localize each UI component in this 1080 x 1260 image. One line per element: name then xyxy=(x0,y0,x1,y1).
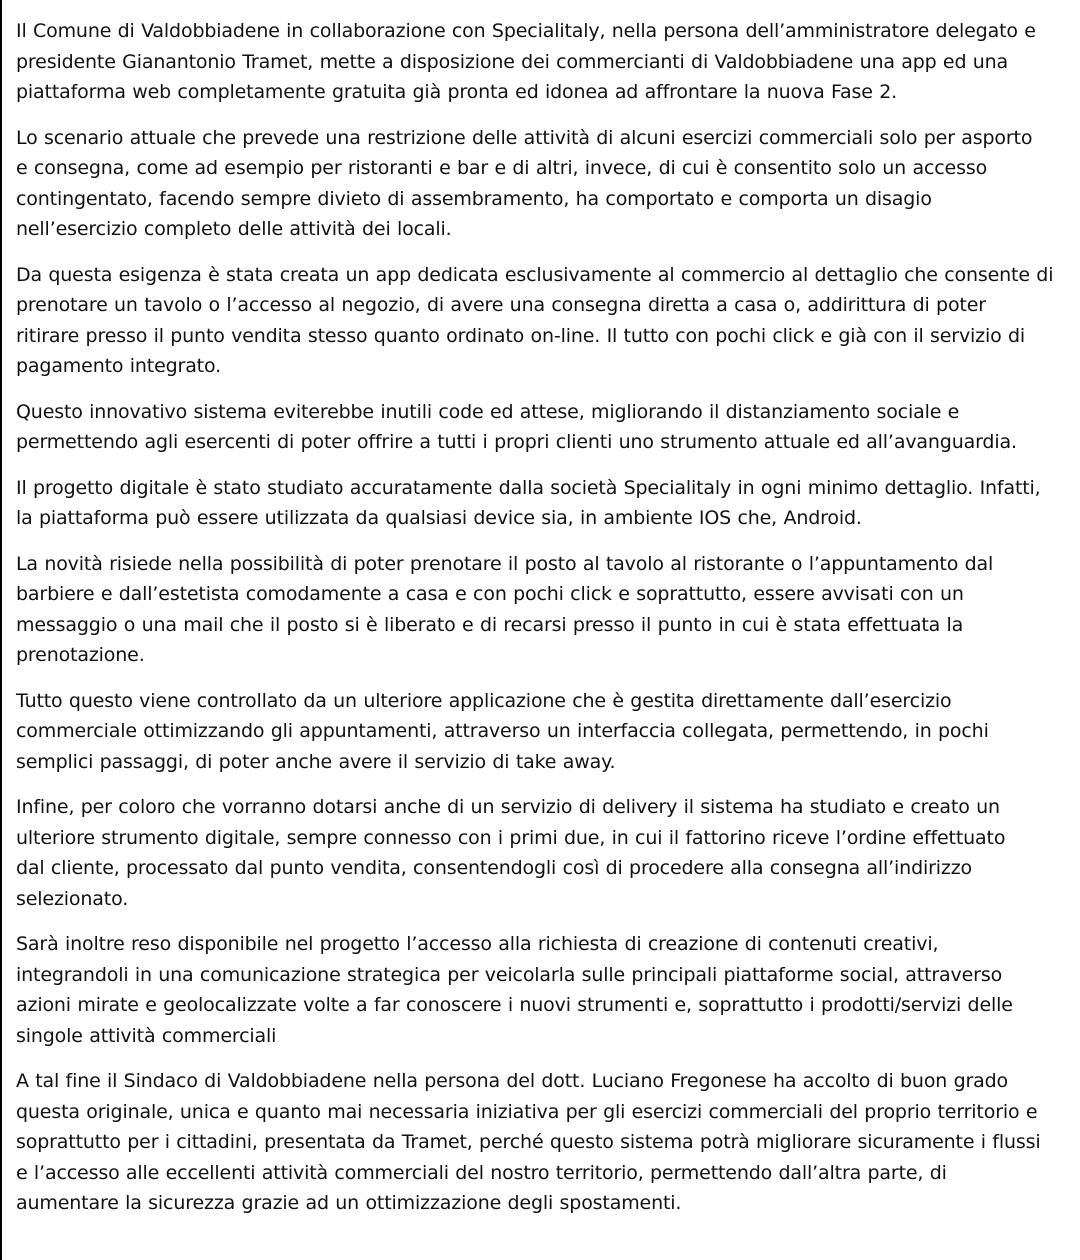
paragraph-line: nell’esercizio completo delle attività dei locali. xyxy=(16,218,452,240)
paragraph xyxy=(16,686,1056,778)
paragraph-line: Infine, per coloro che vorranno dotarsi anche di un servizio di delivery il sistema ha studiato e creato un xyxy=(16,796,1000,818)
paragraph-line: A tal fine il Sindaco di Valdobbiadene nella persona del dott. Luciano Fregonese ha accolto di buon grado xyxy=(16,1070,1009,1092)
paragraph-line: Il Comune di Valdobbiadene in collaborazione con Specialitaly, nella persona dell’amministratore delegato e xyxy=(16,20,1036,42)
paragraph-line: ritirare presso il punto vendita stesso quanto ordinato on-line. Il tutto con pochi click e già con il servizio di xyxy=(16,324,1026,347)
paragraph-line: integrandoli in una comunicazione strategica per veicolarla sulle principali piattaforme social, attraverso xyxy=(16,963,1003,986)
paragraph-line: piattaforma web completamente gratuita già pronta ed idonea ad affrontare la nuova Fase 2. xyxy=(16,81,898,103)
paragraph-line: aumentare la sicurezza grazie ad un ottimizzazione degli spostamenti. xyxy=(16,1192,682,1214)
paragraph xyxy=(16,473,1056,534)
paragraph-line: Questo innovativo sistema eviterebbe inutili code ed attese, migliorando il distanziamento sociale e xyxy=(16,400,960,423)
paragraph-line: pagamento integrato. xyxy=(16,355,222,377)
paragraph xyxy=(16,1066,1056,1219)
paragraph-line: contingentato, facendo sempre divieto di assembramento, ha comportato e comporta un disagio xyxy=(16,187,932,210)
paragraph-line: La novità risiede nella possibilità di poter prenotare il posto al tavolo al ristorante o l’appuntamento dal xyxy=(16,552,994,575)
paragraph-line: questa originale, unica e quanto mai necessaria iniziativa per gli esercizi commerciali del proprio territorio e xyxy=(16,1100,1038,1123)
paragraph-line: soprattutto per i cittadini, presentata da Tramet, perché questo sistema potrà migliorare sicuramente i flussi xyxy=(16,1131,1041,1153)
paragraph-line: prenotare un tavolo o l’accesso al negozio, di avere una consegna diretta a casa o, addirittura di poter xyxy=(16,294,986,316)
paragraph xyxy=(16,549,1056,671)
paragraph-line: e l’accesso alle eccellenti attività commerciali del nostro territorio, permettendo dall’altra parte, di xyxy=(16,1161,947,1184)
paragraph-line: semplici passaggi, di poter anche avere il servizio di take away. xyxy=(16,750,616,773)
document-body xyxy=(16,16,1056,1219)
paragraph-line: barbiere e dall’estetista comodamente a casa e con pochi click e soprattutto, essere avvisati con un xyxy=(16,583,964,605)
paragraph xyxy=(16,260,1056,382)
paragraph-line: singole attività commerciali xyxy=(16,1024,277,1047)
paragraph-line: la piattaforma può essere utilizzata da qualsiasi device sia, in ambiente IOS che, Android. xyxy=(16,507,862,529)
paragraph-line: prenotazione. xyxy=(16,644,145,666)
paragraph-line: Sarà inoltre reso disponibile nel progetto l’accesso alla richiesta di creazione di contenuti creativi, xyxy=(16,933,939,955)
paragraph-line: Tutto questo viene controllato da un ulteriore applicazione che è gestita direttamente dall’esercizio xyxy=(16,689,952,712)
paragraph-line: Il progetto digitale è stato studiato accuratamente dalla società Specialitaly in ogni minimo dettaglio. Infatti, xyxy=(16,476,1041,499)
paragraph-line: e consegna, come ad esempio per ristoranti e bar e di altri, invece, di cui è consentito solo un accesso xyxy=(16,157,988,179)
paragraph xyxy=(16,792,1056,914)
paragraph xyxy=(16,397,1056,458)
paragraph-line: messaggio o una mail che il posto si è liberato e di recarsi presso il punto in cui è stata effettuata la xyxy=(16,613,964,636)
paragraph xyxy=(16,16,1056,108)
paragraph-line: azioni mirate e geolocalizzate volte a far conoscere i nuovi strumenti e, soprattutto i prodotti/servizi delle xyxy=(16,994,1013,1016)
paragraph xyxy=(16,123,1056,245)
paragraph-line: Lo scenario attuale che prevede una restrizione delle attività di alcuni esercizi commerciali solo per asporto xyxy=(16,126,1033,149)
paragraph xyxy=(16,929,1056,1051)
paragraph-line: commerciale ottimizzando gli appuntamenti, attraverso un interfaccia collegata, permettendo, in pochi xyxy=(16,720,989,742)
paragraph-line: Da questa esigenza è stata creata un app dedicata esclusivamente al commercio al dettaglio che consente di xyxy=(16,263,1054,286)
document-page xyxy=(2,0,1080,1260)
paragraph-line: presidente Gianantonio Tramet, mette a disposizione dei commercianti di Valdobbiadene una app ed una xyxy=(16,50,1009,73)
paragraph-line: dal cliente, processato dal punto vendita, consentendogli così di procedere alla consegna all’indirizzo xyxy=(16,857,973,879)
paragraph-line: ulteriore strumento digitale, sempre connesso con i primi due, in cui il fattorino riceve l’ordine effettuato xyxy=(16,826,1006,849)
paragraph-line: selezionato. xyxy=(16,887,129,910)
paragraph-line: permettendo agli esercenti di poter offrire a tutti i propri clienti uno strumento attuale ed all’avanguardia. xyxy=(16,431,1017,453)
